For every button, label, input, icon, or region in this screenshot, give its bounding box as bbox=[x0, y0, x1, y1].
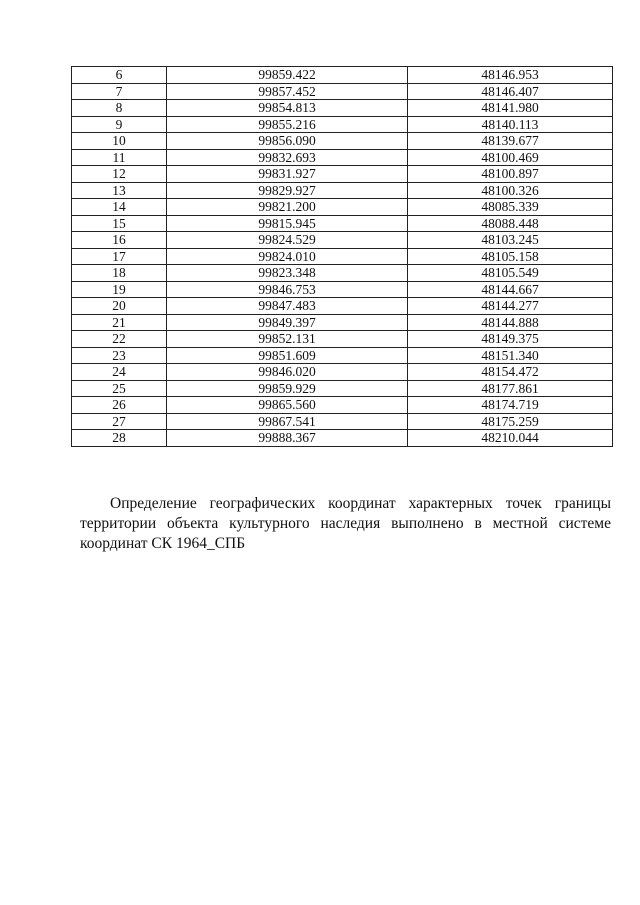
y-coordinate-cell: 48105.158 bbox=[408, 248, 613, 265]
point-number-cell: 15 bbox=[72, 215, 167, 232]
point-number-cell: 20 bbox=[72, 298, 167, 315]
x-coordinate-cell: 99846.753 bbox=[167, 281, 408, 298]
coordinate-system-note bbox=[80, 494, 611, 554]
table-row bbox=[72, 149, 613, 166]
x-coordinate-cell: 99857.452 bbox=[167, 83, 408, 100]
x-coordinate-cell: 99829.927 bbox=[167, 182, 408, 199]
point-number-cell: 26 bbox=[72, 397, 167, 414]
x-coordinate-cell: 99855.216 bbox=[167, 116, 408, 133]
point-number-cell: 13 bbox=[72, 182, 167, 199]
y-coordinate-cell: 48139.677 bbox=[408, 133, 613, 150]
x-coordinate-cell: 99824.529 bbox=[167, 232, 408, 249]
point-number-cell: 12 bbox=[72, 166, 167, 183]
coordinates-table bbox=[71, 66, 613, 447]
x-coordinate-cell: 99831.927 bbox=[167, 166, 408, 183]
table-row bbox=[72, 166, 613, 183]
x-coordinate-cell: 99852.131 bbox=[167, 331, 408, 348]
table-row bbox=[72, 364, 613, 381]
x-coordinate-cell: 99859.929 bbox=[167, 380, 408, 397]
table-row bbox=[72, 116, 613, 133]
point-number-cell: 21 bbox=[72, 314, 167, 331]
point-number-cell: 17 bbox=[72, 248, 167, 265]
point-number-cell: 11 bbox=[72, 149, 167, 166]
x-coordinate-cell: 99856.090 bbox=[167, 133, 408, 150]
point-number-cell: 9 bbox=[72, 116, 167, 133]
point-number-cell: 6 bbox=[72, 67, 167, 84]
y-coordinate-cell: 48088.448 bbox=[408, 215, 613, 232]
y-coordinate-cell: 48105.549 bbox=[408, 265, 613, 282]
table-row bbox=[72, 182, 613, 199]
y-coordinate-cell: 48210.044 bbox=[408, 430, 613, 447]
y-coordinate-cell: 48140.113 bbox=[408, 116, 613, 133]
x-coordinate-cell: 99832.693 bbox=[167, 149, 408, 166]
y-coordinate-cell: 48151.340 bbox=[408, 347, 613, 364]
point-number-cell: 22 bbox=[72, 331, 167, 348]
y-coordinate-cell: 48175.259 bbox=[408, 413, 613, 430]
y-coordinate-cell: 48100.326 bbox=[408, 182, 613, 199]
point-number-cell: 14 bbox=[72, 199, 167, 216]
x-coordinate-cell: 99823.348 bbox=[167, 265, 408, 282]
y-coordinate-cell: 48141.980 bbox=[408, 100, 613, 117]
table-row bbox=[72, 215, 613, 232]
point-number-cell: 24 bbox=[72, 364, 167, 381]
x-coordinate-cell: 99851.609 bbox=[167, 347, 408, 364]
table-row bbox=[72, 67, 613, 84]
table-row bbox=[72, 298, 613, 315]
y-coordinate-cell: 48103.245 bbox=[408, 232, 613, 249]
x-coordinate-cell: 99859.422 bbox=[167, 67, 408, 84]
point-number-cell: 25 bbox=[72, 380, 167, 397]
y-coordinate-cell: 48144.888 bbox=[408, 314, 613, 331]
table-row bbox=[72, 248, 613, 265]
table-row bbox=[72, 397, 613, 414]
point-number-cell: 16 bbox=[72, 232, 167, 249]
x-coordinate-cell: 99847.483 bbox=[167, 298, 408, 315]
x-coordinate-cell: 99821.200 bbox=[167, 199, 408, 216]
y-coordinate-cell: 48149.375 bbox=[408, 331, 613, 348]
x-coordinate-cell: 99846.020 bbox=[167, 364, 408, 381]
table-row bbox=[72, 199, 613, 216]
table-row bbox=[72, 281, 613, 298]
table-row bbox=[72, 331, 613, 348]
table-row bbox=[72, 347, 613, 364]
y-coordinate-cell: 48174.719 bbox=[408, 397, 613, 414]
table-row bbox=[72, 83, 613, 100]
y-coordinate-cell: 48100.897 bbox=[408, 166, 613, 183]
table-row bbox=[72, 232, 613, 249]
x-coordinate-cell: 99888.367 bbox=[167, 430, 408, 447]
y-coordinate-cell: 48146.953 bbox=[408, 67, 613, 84]
point-number-cell: 8 bbox=[72, 100, 167, 117]
y-coordinate-cell: 48154.472 bbox=[408, 364, 613, 381]
y-coordinate-cell: 48144.667 bbox=[408, 281, 613, 298]
note-paragraph: Определение географических координат характерных точек границы территории объекта культурного наследия выполнено в местной системе координат СК 1964_СПБ bbox=[80, 495, 611, 552]
x-coordinate-cell: 99854.813 bbox=[167, 100, 408, 117]
point-number-cell: 7 bbox=[72, 83, 167, 100]
table-row bbox=[72, 133, 613, 150]
y-coordinate-cell: 48177.861 bbox=[408, 380, 613, 397]
table-row bbox=[72, 314, 613, 331]
point-number-cell: 28 bbox=[72, 430, 167, 447]
table-row bbox=[72, 100, 613, 117]
y-coordinate-cell: 48144.277 bbox=[408, 298, 613, 315]
table-row bbox=[72, 380, 613, 397]
point-number-cell: 18 bbox=[72, 265, 167, 282]
x-coordinate-cell: 99815.945 bbox=[167, 215, 408, 232]
point-number-cell: 23 bbox=[72, 347, 167, 364]
x-coordinate-cell: 99849.397 bbox=[167, 314, 408, 331]
x-coordinate-cell: 99865.560 bbox=[167, 397, 408, 414]
point-number-cell: 19 bbox=[72, 281, 167, 298]
y-coordinate-cell: 48146.407 bbox=[408, 83, 613, 100]
y-coordinate-cell: 48100.469 bbox=[408, 149, 613, 166]
point-number-cell: 27 bbox=[72, 413, 167, 430]
table-row bbox=[72, 413, 613, 430]
x-coordinate-cell: 99824.010 bbox=[167, 248, 408, 265]
coordinates-table-body bbox=[72, 67, 613, 447]
point-number-cell: 10 bbox=[72, 133, 167, 150]
table-row bbox=[72, 430, 613, 447]
y-coordinate-cell: 48085.339 bbox=[408, 199, 613, 216]
x-coordinate-cell: 99867.541 bbox=[167, 413, 408, 430]
table-row bbox=[72, 265, 613, 282]
